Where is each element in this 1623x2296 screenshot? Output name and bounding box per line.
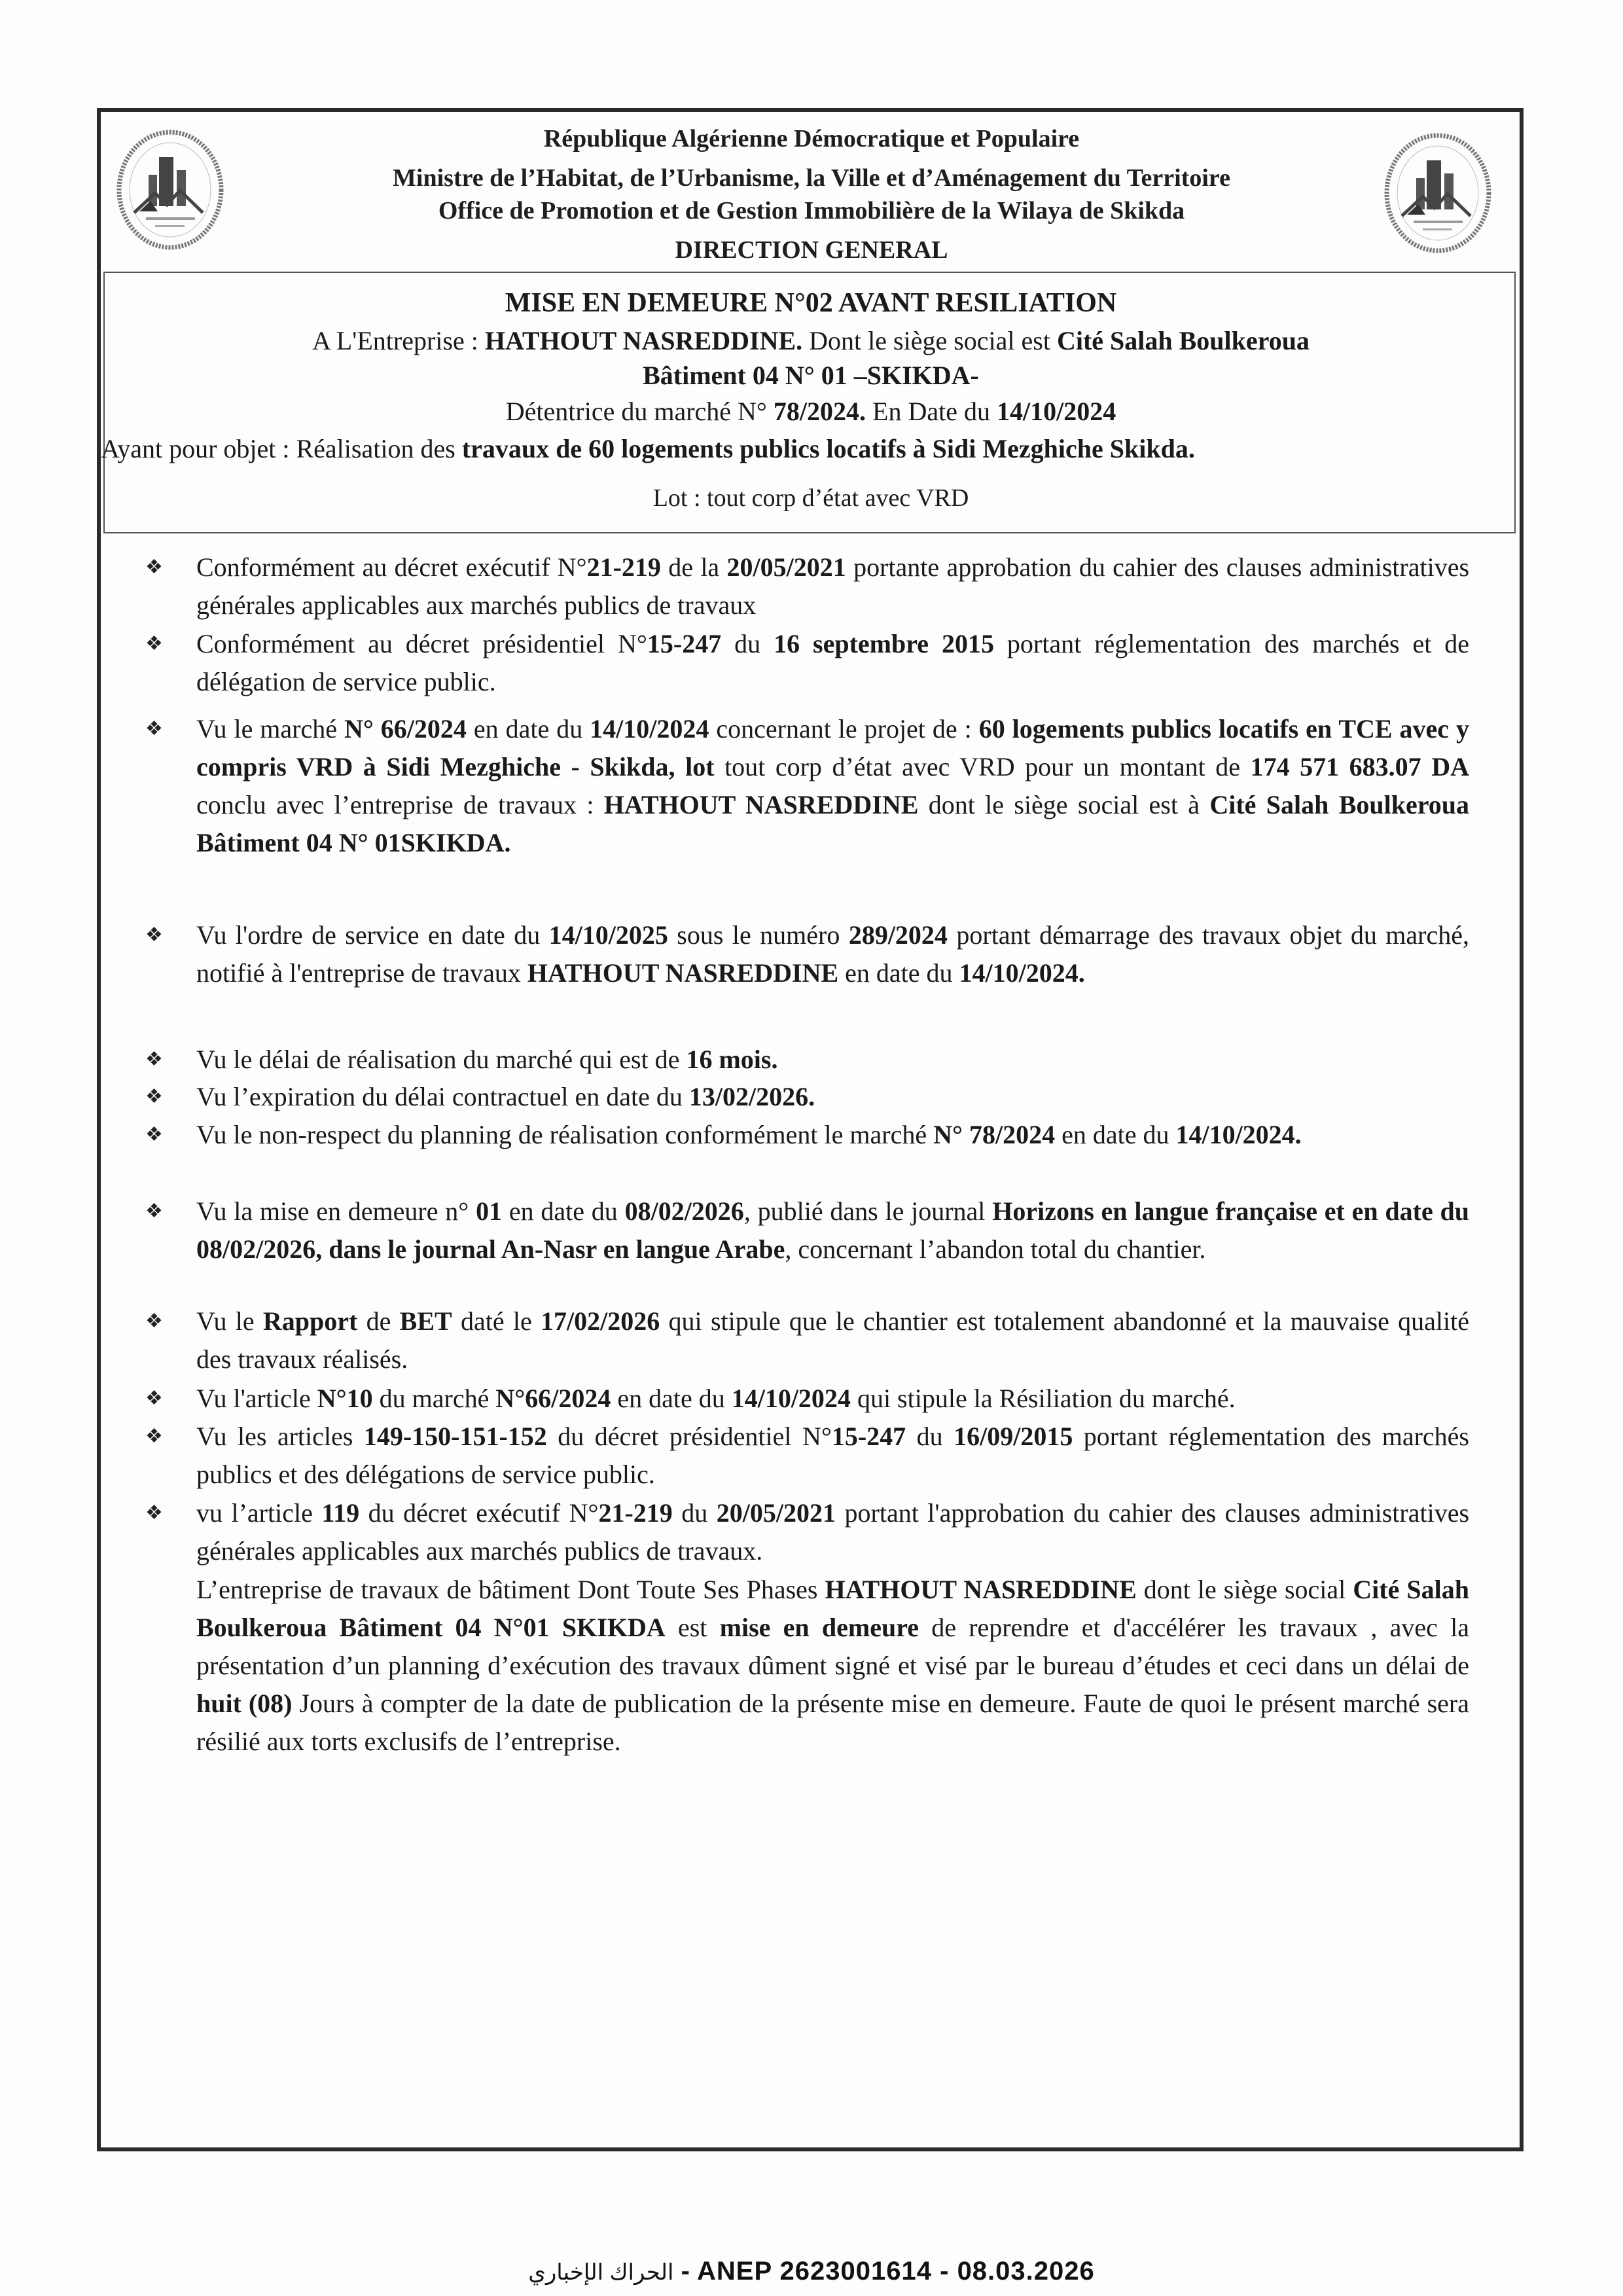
text: Vu le non-respect du planning de réalisation conformément le marché xyxy=(196,1120,934,1149)
text: L’entreprise de travaux de bâtiment Dont Toute Ses Phases xyxy=(196,1575,825,1604)
considerant-item xyxy=(196,548,1469,624)
diamond-bullet-icon: ❖ xyxy=(145,1124,163,1145)
text: en date du xyxy=(1055,1120,1176,1149)
bold-text: N°66/2024 xyxy=(495,1384,611,1413)
footer-reference: ANEP 2623001614 - 08.03.2026 xyxy=(697,2257,1095,2286)
text: dont le siège social xyxy=(1136,1575,1353,1604)
text: daté le xyxy=(452,1306,541,1336)
bold-text: travaux de 60 logements publics locatifs à Sidi Mezghiche Skikda. xyxy=(461,434,1195,463)
text: du xyxy=(672,1498,717,1528)
notice-object xyxy=(101,433,1513,464)
text: du xyxy=(906,1422,954,1451)
considerant-item xyxy=(196,1302,1469,1378)
notice-title: MISE EN DEMEURE N°02 AVANT RESILIATION xyxy=(505,288,1117,318)
notice-box xyxy=(103,272,1516,533)
footer-separator: - xyxy=(673,2257,698,2286)
bold-text: HATHOUT NASREDDINE xyxy=(825,1575,1137,1604)
bold-text: 119 xyxy=(321,1498,360,1528)
notice-lot xyxy=(105,484,1517,512)
bold-text: Cité Salah Boulkeroua xyxy=(1056,326,1310,355)
bold-text: mise en demeure xyxy=(719,1613,919,1642)
text: Vu le délai de réalisation du marché qui est de xyxy=(196,1045,687,1074)
diamond-bullet-icon: ❖ xyxy=(145,1049,163,1070)
text: A L'Entreprise : xyxy=(312,326,485,355)
text: Dont le siège social est xyxy=(802,326,1057,355)
bold-text: 14/10/2024 xyxy=(731,1384,851,1413)
text: en date du xyxy=(611,1384,732,1413)
text: Lot : tout corp d’état avec VRD xyxy=(652,484,969,512)
diamond-bullet-icon: ❖ xyxy=(145,556,163,578)
header-republic: République Algérienne Démocratique et Populaire xyxy=(543,125,1080,152)
header-office: Office de Promotion et de Gestion Immobilière de la Wilaya de Skikda xyxy=(438,197,1185,224)
text: portant réglementation des marchés et de délégation de service public. xyxy=(196,629,1470,696)
bold-text: 14/10/2024. xyxy=(959,958,1085,988)
bold-text: 15-247 xyxy=(831,1422,906,1451)
bold-text: 13/02/2026. xyxy=(688,1082,815,1111)
bold-text: N°10 xyxy=(317,1384,373,1413)
text: portante approbation du cahier des clauses administratives générales applicables aux marchés publics de travaux xyxy=(196,552,1470,620)
considerant-item xyxy=(196,1380,1469,1418)
bold-text: 01 xyxy=(476,1196,503,1226)
diamond-bullet-icon: ❖ xyxy=(145,1310,163,1332)
text: vu l’article xyxy=(196,1498,322,1528)
bold-text: 15-247 xyxy=(647,629,722,658)
diamond-bullet-icon: ❖ xyxy=(145,633,163,655)
bold-text: 20/05/2021 xyxy=(726,552,846,582)
header-direction: DIRECTION GENERAL xyxy=(675,236,948,264)
bold-text: HATHOUT NASREDDINE. xyxy=(484,326,803,355)
bold-text: 78/2024. xyxy=(773,397,866,426)
considerant-item xyxy=(196,916,1469,992)
bold-text: 60 logements publics locatifs en TCE avec y compris VRD à Sidi Mezghiche - Skikda, lot xyxy=(196,714,1470,781)
text: en date du xyxy=(502,1196,625,1226)
bold-text: 149-150-151-152 xyxy=(363,1422,547,1451)
diamond-bullet-icon: ❖ xyxy=(145,1086,163,1107)
text: Vu la mise en demeure n° xyxy=(196,1196,476,1226)
text: en date du xyxy=(838,958,959,988)
text: de la xyxy=(660,552,727,582)
bold-text: Rapport xyxy=(262,1306,358,1336)
text: conclu avec l’entreprise de travaux : xyxy=(196,790,604,819)
text: En Date du xyxy=(866,397,997,426)
considerant-item xyxy=(196,625,1469,701)
text: du xyxy=(721,629,774,658)
bold-text: 21-219 xyxy=(586,552,661,582)
text: du marché xyxy=(372,1384,496,1413)
text: Détentrice du marché N° xyxy=(505,397,774,426)
footer-arabic-publication: الحراك الإخباري xyxy=(528,2260,674,2285)
text: du décret présidentiel N° xyxy=(546,1422,832,1451)
bold-text: BET xyxy=(399,1306,452,1336)
bold-text: Bâtiment 04 N° 01 –SKIKDA- xyxy=(643,361,979,390)
notice-address xyxy=(105,360,1517,391)
bold-text: HATHOUT NASREDDINE xyxy=(527,958,839,988)
bold-text: 16/09/2015 xyxy=(954,1422,1073,1451)
bold-text: Cité Salah Boulkeroua Bâtiment 04 N° 01SKIKDA. xyxy=(196,790,1470,857)
bold-text: 174 571 683.07 DA xyxy=(1250,752,1469,781)
bold-text: HATHOUT NASREDDINE xyxy=(603,790,919,819)
bold-text: 14/10/2024 xyxy=(996,397,1116,426)
bold-text: 14/10/2024. xyxy=(1175,1120,1302,1149)
bold-text: Horizons en langue française et en date du 08/02/2026, dans le journal An-Nasr en langue Arabe xyxy=(196,1196,1470,1264)
diamond-bullet-icon: ❖ xyxy=(145,924,163,946)
considerant-item xyxy=(196,1494,1469,1570)
bold-text: 14/10/2025 xyxy=(548,920,668,950)
text: Vu le xyxy=(196,1306,263,1336)
considerant-item xyxy=(196,1418,1469,1494)
considerant-item xyxy=(196,1041,1469,1079)
text: Conformément au décret exécutif N° xyxy=(196,552,587,582)
text: Vu l’expiration du délai contractuel en date du xyxy=(196,1082,689,1111)
bold-text: 16 septembre 2015 xyxy=(774,629,994,658)
text: concernant le projet de : xyxy=(709,714,979,744)
considerant-item xyxy=(196,710,1469,862)
diamond-bullet-icon: ❖ xyxy=(145,1388,163,1409)
text: Vu le marché xyxy=(196,714,344,744)
notice-conclusion xyxy=(196,1571,1469,1761)
text: de xyxy=(357,1306,400,1336)
bold-text: N° 78/2024 xyxy=(933,1120,1056,1149)
diamond-bullet-icon: ❖ xyxy=(145,718,163,740)
considerant-item xyxy=(196,1078,1469,1116)
bold-text: 21-219 xyxy=(598,1498,673,1528)
text: qui stipule la Résiliation du marché. xyxy=(850,1384,1236,1413)
text: dont le siège social est à xyxy=(918,790,1210,819)
text: qui stipule que le chantier est totalement abandonné et la mauvaise qualité des travaux réalisés. xyxy=(196,1306,1469,1374)
text: , concernant l’abandon total du chantier. xyxy=(785,1234,1206,1264)
diamond-bullet-icon: ❖ xyxy=(145,1502,163,1524)
considerant-item xyxy=(196,1116,1469,1154)
text: portant l'approbation du cahier des clauses administratives générales applicables aux marchés publics de travaux. xyxy=(196,1498,1470,1566)
bold-text: 289/2024 xyxy=(848,920,948,950)
diamond-bullet-icon: ❖ xyxy=(145,1426,163,1447)
text: du décret exécutif N° xyxy=(359,1498,599,1528)
header-ministry: Ministre de l’Habitat, de l’Urbanisme, la Ville et d’Aménagement du Territoire xyxy=(393,164,1230,192)
bold-text: 17/02/2026 xyxy=(541,1306,660,1336)
notice-enterprise xyxy=(105,325,1517,356)
notice-contract xyxy=(105,396,1517,427)
publication-footer xyxy=(0,2257,1623,2286)
text: , publié dans le journal xyxy=(743,1196,993,1226)
text: est xyxy=(665,1613,720,1642)
bold-text: Cité Salah Boulkeroua Bâtiment 04 N°01 SKIKDA xyxy=(196,1575,1469,1642)
text: Vu l'article xyxy=(196,1384,317,1413)
text: Ayant pour objet : Réalisation des xyxy=(101,434,462,463)
diamond-bullet-icon: ❖ xyxy=(145,1200,163,1222)
bold-text: 20/05/2021 xyxy=(716,1498,836,1528)
bold-text: N° 66/2024 xyxy=(344,714,467,744)
text: portant réglementation des marchés publics et des délégations de service public. xyxy=(196,1422,1469,1489)
text: de reprendre et d'accélérer les travaux , avec la présentation d’un planning d’exécution des travaux dûment signé et visé par le bureau d’études et ceci dans un délai de xyxy=(196,1613,1469,1680)
text: en date du xyxy=(466,714,590,744)
bold-text: 14/10/2024 xyxy=(590,714,709,744)
bold-text: huit (08) xyxy=(196,1689,293,1718)
bold-text: 08/02/2026 xyxy=(624,1196,744,1226)
text: Conformément au décret présidentiel N° xyxy=(196,629,647,658)
bold-text: 16 mois. xyxy=(686,1045,778,1074)
text: Vu les articles xyxy=(196,1422,364,1451)
text: portant démarrage des travaux objet du marché, notifié à l'entreprise de travaux xyxy=(196,920,1469,988)
text: Jours à compter de la date de publication de la présente mise en demeure. Faute de quoi le présent marché sera résilié aux torts exclusifs de l’entreprise. xyxy=(196,1689,1469,1756)
text: Vu l'ordre de service en date du xyxy=(196,920,549,950)
text: sous le numéro xyxy=(668,920,849,950)
text: tout corp d’état avec VRD pour un montant de xyxy=(714,752,1251,781)
considerant-item xyxy=(196,1193,1469,1268)
